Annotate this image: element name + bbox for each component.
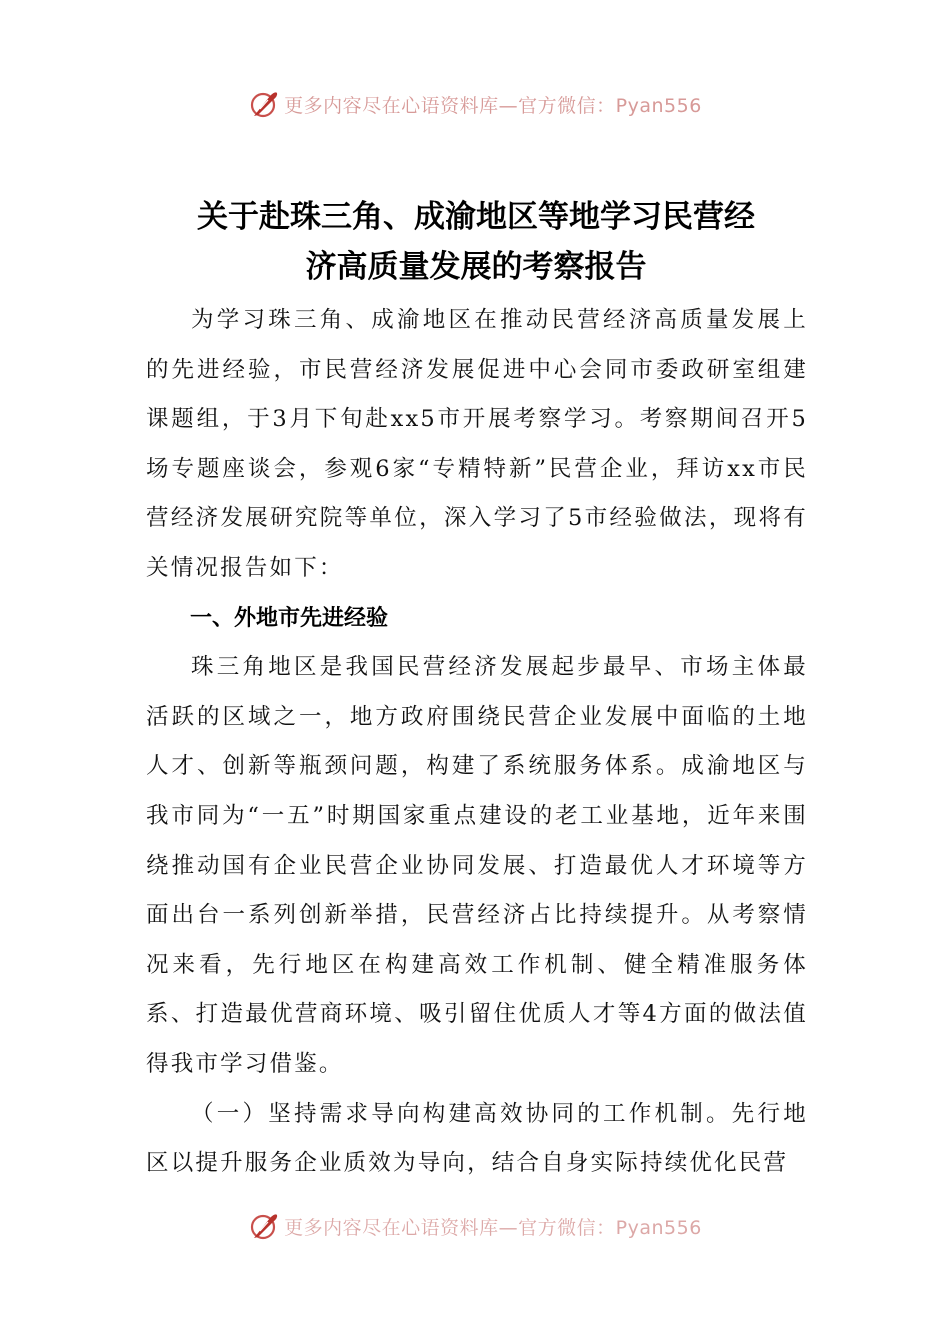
watermark-text: 更多内容尽在心语资料库—官方微信：Pyan556 — [284, 94, 702, 117]
header-watermark — [0, 84, 950, 124]
intro-paragraph: 为学习珠三角、成渝地区在推动民营经济高质量发展上的先进经验，市民营经济发展促进中心会同市委政研室组建课题组，于3月下旬赴xx5市开展考察学习。考察期间召开5场专题座谈会，参观6家“专精特新”民营企业，拜访xx市民营经济发展研究院等单位，深入学习了5市经验做法，现将有关情况报告如下： — [146, 307, 808, 581]
body-paragraph: 珠三角地区是我国民营经济发展起步最早、市场主体最活跃的区域之一，地方政府围绕民营企业发展中面临的土地人才、创新等瓶颈问题，构建了系统服务体系。成渝地区与我市同为“一五”时期国家重点建设的老工业基地，近年来围绕推动国有企业民营企业协同发展、打造最优人才环境等方面出台一系列创新举措，民营经济占比持续提升。从考察情况来看，先行地区在构建高效工作机制、健全精准服务体系、打造最优营商环境、吸引留住优质人才等4方面的做法值得我市学习借鉴。 — [146, 654, 808, 1077]
subsection-paragraph: （一）坚持需求导向构建高效协同的工作机制。先行地区以提升服务企业质效为导向，结合自身实际持续优化民营 — [146, 1100, 808, 1177]
watermark-text: 更多内容尽在心语资料库—官方微信：Pyan556 — [284, 1216, 702, 1239]
title-line-1: 关于赴珠三角、成渝地区等地学习民营经 — [197, 199, 755, 235]
section-heading: 一、外地市先进经验 — [190, 605, 389, 631]
footer-watermark — [0, 1206, 950, 1246]
quill-logo-icon — [248, 88, 280, 120]
quill-logo-icon — [248, 1210, 280, 1242]
document-title — [146, 192, 806, 292]
title-line-2: 济高质量发展的考察报告 — [305, 249, 647, 285]
document-body — [146, 296, 808, 1189]
